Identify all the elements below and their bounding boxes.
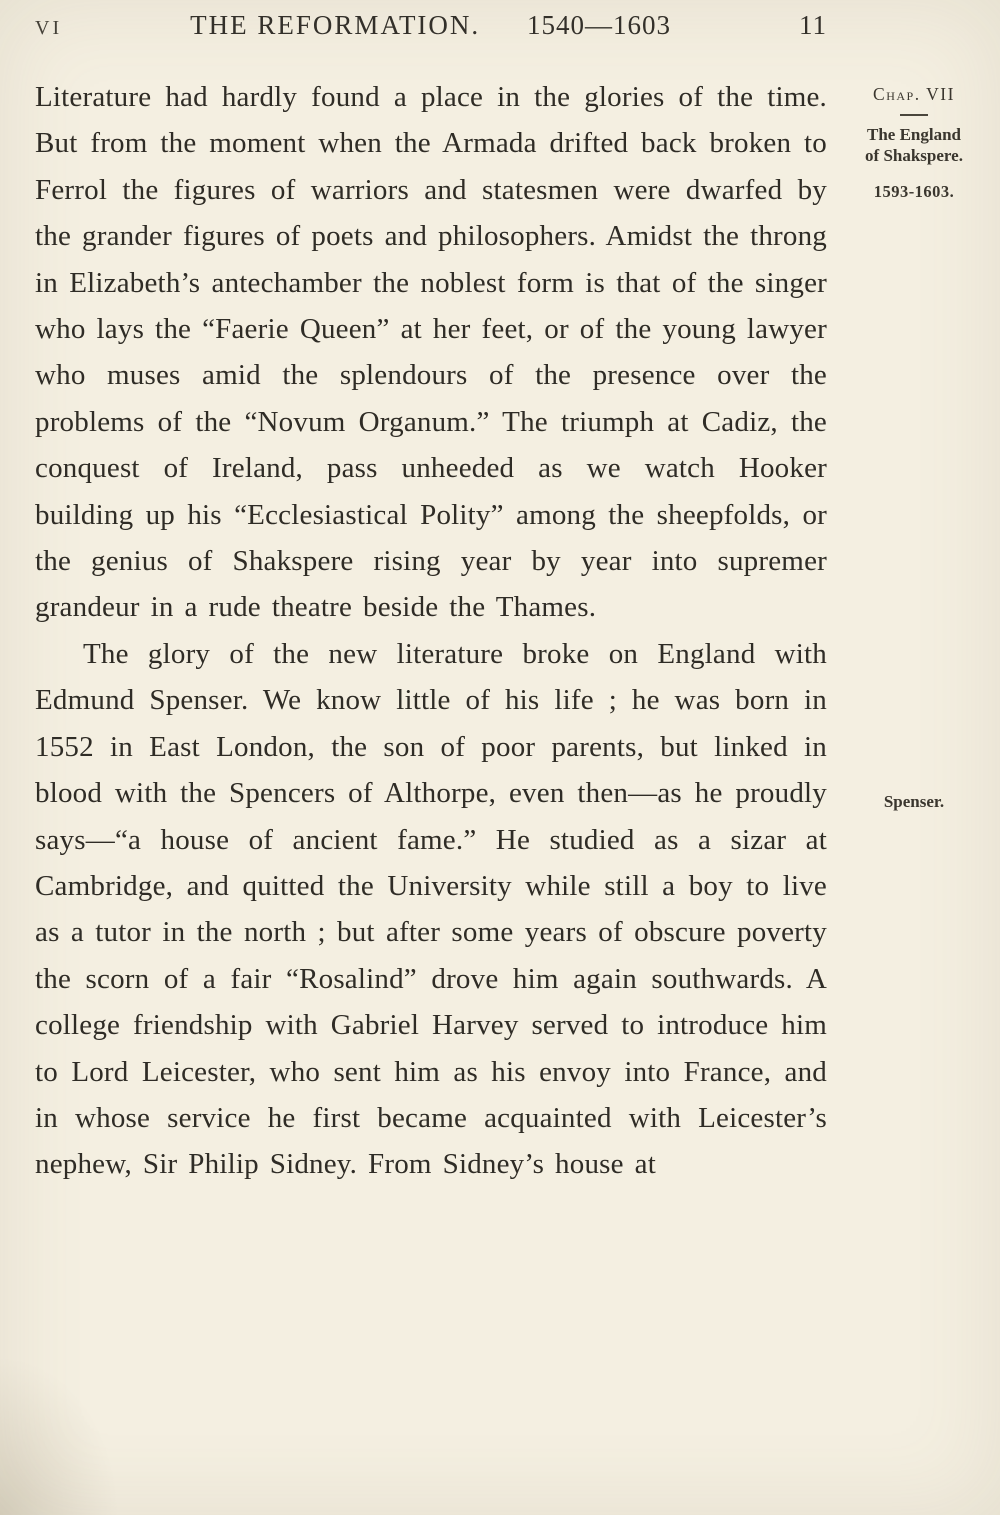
running-title-dates: 1540—1603: [526, 10, 671, 40]
book-number: VI: [35, 17, 63, 39]
page-number: 11: [799, 10, 827, 40]
paragraph-literature: Literature had hardly found a place in the glories of the time. But from the moment when the Armada drifted back broken to Ferrol the figures of warriors and statesmen were dwarfed by the grander figures of poets and philosophers. Amidst the throng in Elizabeth’s antechamber the noblest form is that of the singer who lays the “Faerie Queen” at her feet, or of the young lawyer who muses amid the splendours of the presence over the problems of the “Novum Organum.” The triumph at Cadiz, the conquest of Ireland, pass unheeded as we watch Hooker building up his “Ecclesiastical Polity” among the sheepfolds, or the genius of Shakspere rising year by year into supremer grandeur in a rude theatre beside the Thames.: [35, 81, 827, 624]
paragraph-spenser: The glory of the new literature broke on England with Edmund Spenser. We know little of his life ; he was born in 1552 in East London, the son of poor parents, but linked in blood with the Spencers of Althorpe, even then—as he proudly says—“a house of ancient fame.” He studied as a sizar at Cambridge, and quitted the University while still a boy to live as a tutor in the north ; but after some years of obscure poverty the scorn of a fair “Rosalind” drove him again southwards. A college friendship with Gabriel Harvey served to introduce him to Lord Leicester, who sent him as his envoy into France, and in whose service he first became acquainted with Leicester’s nephew, Sir Philip Sidney. From Sidney’s house at: [35, 637, 827, 1181]
margin-rule: [900, 114, 928, 116]
running-title: [62, 10, 799, 41]
running-head: [35, 10, 827, 41]
section-title: The England of Shakspere.: [865, 125, 963, 165]
margin-note-chapter: [838, 84, 990, 202]
side-note-label: Spenser.: [883, 792, 945, 811]
body-text: [35, 74, 827, 1188]
running-title-text: THE REFORMATION.: [190, 10, 481, 40]
section-dates: 1593-1603.: [873, 182, 955, 201]
chapter-label: Chap. VII: [873, 84, 955, 104]
margin-note-spenser: [838, 792, 990, 812]
